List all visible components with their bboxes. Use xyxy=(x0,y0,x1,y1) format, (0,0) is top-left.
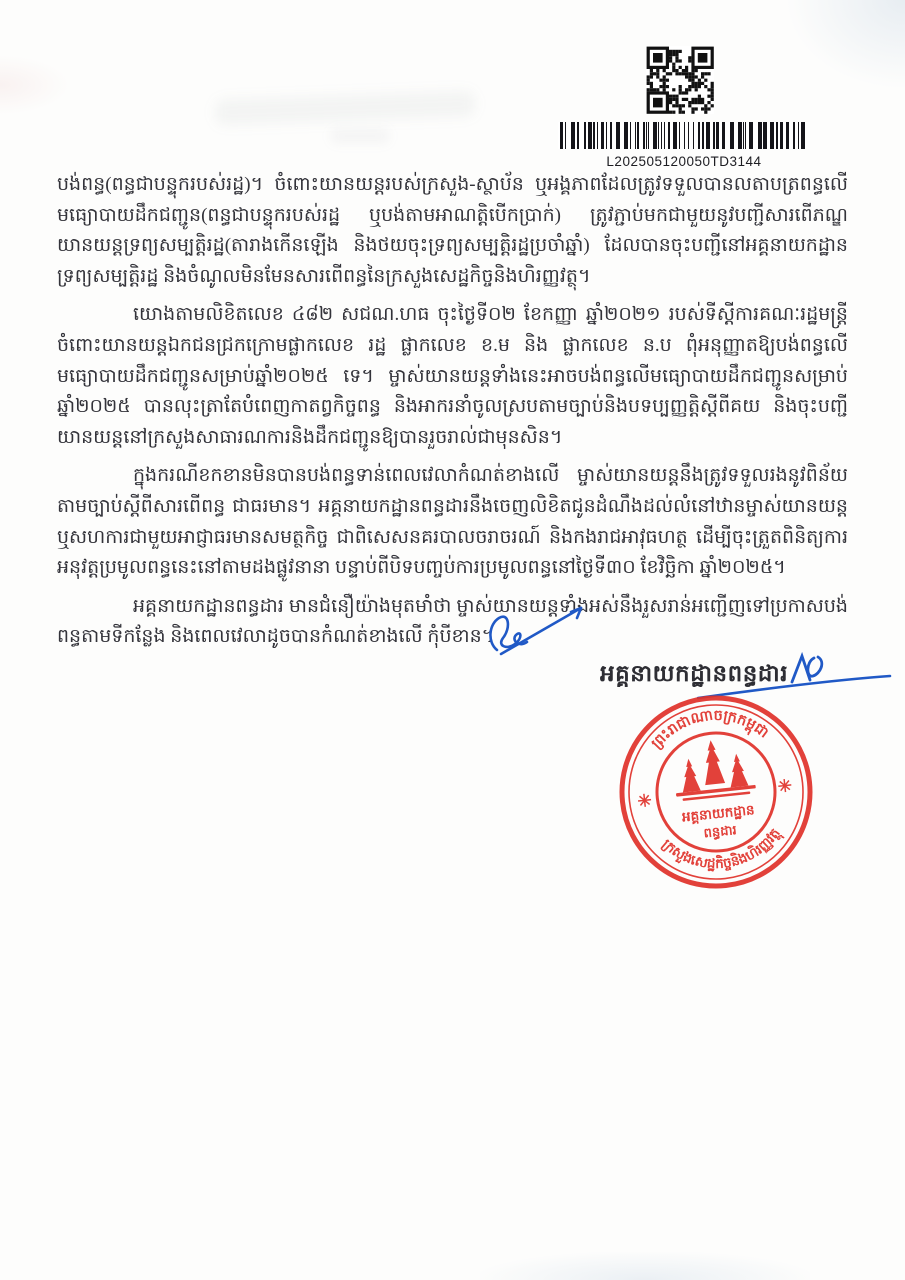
text-line: យានយន្តទ្រព្យសម្បត្តិរដ្ឋ(តារាងកើនឡើង និងថយចុះទ្រព្យសម្បត្តិរដ្ឋប្រចាំឆ្នាំ) ដែលបានចុះបញ្ជីនៅអគ្គនាយកដ្ឋាន xyxy=(57,235,848,257)
paragraph-4 xyxy=(57,592,848,653)
letter-body xyxy=(57,170,848,661)
official-red-stamp xyxy=(606,682,826,902)
bleed-through-ghost-text xyxy=(330,128,390,144)
text-line: យានយន្តនៅក្រសួងសាធារណការនិងដឹកជញ្ជូនឱ្យបានរួចរាល់ជាមុនសិន។ xyxy=(57,426,563,448)
paragraph-1 xyxy=(57,170,848,292)
barcode-number: L202505120050TD3144 xyxy=(606,154,762,169)
text-line: បង់ពន្ធ(ពន្ធជាបន្ទុករបស់រដ្ឋ)។ ចំពោះយានយន្តរបស់ក្រសួង-ស្ថាប័ន ឬអង្គភាពដែលត្រូវទទួលបានលតាបត្រពន្ធលើ xyxy=(57,174,848,195)
text-line: ឆ្នាំ២០២៥ បានលុះត្រាតែបំពេញកាតព្វកិច្ចពន្ធ និងអាករនាំចូលស្របតាមច្បាប់និងបទប្បញ្ញត្តិស្តីពីគយ និងចុះបញ្ជី xyxy=(57,396,848,418)
text-line: ក្នុងករណីខកខានមិនបានបង់ពន្ធទាន់ពេលវេលាកំណត់ខាងលើ ម្ចាស់យានយន្តនឹងត្រូវទទួលរងនូវពិន័យ xyxy=(133,465,848,487)
text-line: យោងតាមលិខិតលេខ ៤៨២ សជណ.ហធ ចុះថ្ងៃទី០២ ខែកញ្ញា ឆ្នាំ២០២១ របស់ទីស្តីការគណៈរដ្ឋមន្ត្រី xyxy=(133,304,848,326)
text-line: ពន្ធតាមទីកន្លែង និងពេលវេលាដូចបានកំណត់ខាងលើ កុំបីខាន។ xyxy=(57,626,495,648)
text-line: មធ្យោបាយដឹកជញ្ជូន(ពន្ធជាបន្ទុករបស់រដ្ឋ ឬបង់តាមអាណត្តិបើកប្រាក់) ត្រូវភ្ជាប់មកជាមួយនូវបញ្ជីសារពើភណ្ឌ xyxy=(57,204,848,226)
barcode xyxy=(558,122,810,149)
stamp-star-right: ✳ xyxy=(776,776,793,797)
text-line: អនុវត្តប្រមូលពន្ធនេះនៅតាមដងផ្លូវនានា បន្ទាប់ពីបិទបញ្ចប់ការប្រមូលពន្ធនៅថ្ងៃទី៣០ ខែវិច្ឆិកា ឆ្នាំ២០២៥។ xyxy=(57,557,786,579)
paragraph-3 xyxy=(57,461,848,583)
scan-corner-shadow xyxy=(785,0,905,90)
scan-corner-smudge xyxy=(0,55,70,115)
stamp-center-line2: ពន្ធដារ xyxy=(702,822,738,841)
bleed-through-ghost-text xyxy=(215,90,476,125)
stamp-center-line1: អគ្គនាយកដ្ឋាន xyxy=(681,802,756,825)
stamp-star-left: ✳ xyxy=(636,790,653,812)
signature-title: អគ្គនាយកដ្ឋានពន្ធដារ xyxy=(600,661,788,686)
scan-bottom-shadow xyxy=(480,1252,810,1280)
text-line: អគ្គនាយកដ្ឋានពន្ធដារ មានជំនឿយ៉ាងមុតមាំថា ម្ចាស់យានយន្តទាំងអស់នឹងរួសរាន់អញ្ជើញទៅប្រកាសបង់ xyxy=(133,595,848,617)
text-line: តាមច្បាប់ស្តីពីសារពើពន្ធ ជាធរមាន។ អគ្គនាយកដ្ឋានពន្ធដារនឹងចេញលិខិតជូនដំណឹងដល់លំនៅឋានម្ចាស់យានយន្ត xyxy=(57,495,848,517)
qr-code xyxy=(646,46,714,114)
barcode-block xyxy=(558,122,810,169)
text-line: ទ្រព្យសម្បត្តិរដ្ឋ និងចំណូលមិនមែនសារពើពន្ធនៃក្រសួងសេដ្ឋកិច្ចនិងហិរញ្ញវត្ថុ។ xyxy=(57,265,591,287)
paragraph-2 xyxy=(57,300,848,453)
stamp-bottom-arc-text: ក្រសួងសេដ្ឋកិច្ចនិងហិរញ្ញវត្ថុ xyxy=(659,825,783,872)
angkor-wat-emblem xyxy=(671,736,757,802)
stamp-top-arc-text: ព្រះរាជាណាចក្រកម្ពុជា xyxy=(648,707,772,752)
text-line: ឬសហការជាមួយអាជ្ញាធរមានសមត្ថកិច្ច ជាពិសេសនគរបាលចរាចរណ៍ និងកងរាជអាវុធហត្ថ ដើម្បីចុះត្រួតពិនិត្យការ xyxy=(57,526,848,548)
handwritten-initial-ink xyxy=(483,602,588,660)
text-line: ចំពោះយានយន្តឯកជនជ្រកក្រោមផ្លាកលេខ រដ្ឋ ផ្លាកលេខ ខ.ម និង ផ្លាកលេខ ន.ប ពុំអនុញ្ញាតឱ្យបង់ពន្ធលើ xyxy=(57,334,848,356)
text-line: មធ្យោបាយដឹកជញ្ជូនសម្រាប់ឆ្នាំ២០២៥ ទេ។ ម្ចាស់យានយន្តទាំងនេះអាចបង់ពន្ធលើមធ្យោបាយដឹកជញ្ជូនសម្រាប់ xyxy=(57,365,848,387)
